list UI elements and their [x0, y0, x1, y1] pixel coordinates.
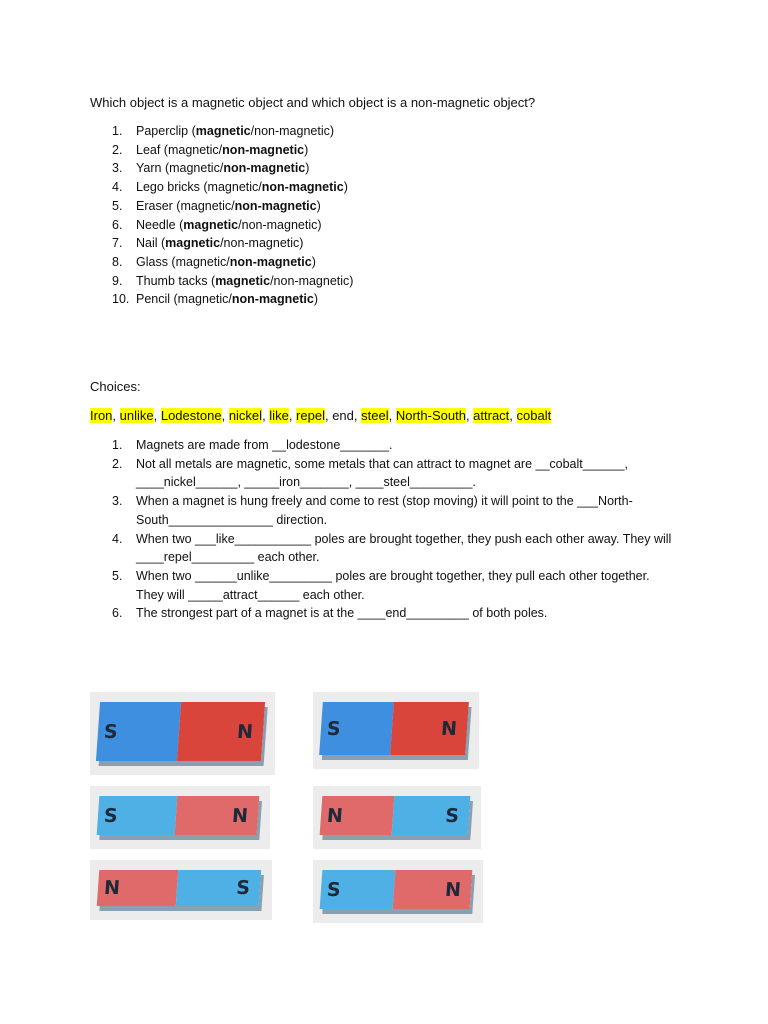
choices-label: Choices:: [90, 379, 141, 394]
item-text: /non-magnetic: [250, 124, 330, 138]
object-item: [112, 178, 353, 197]
choice-word: North-South: [395, 408, 466, 423]
choice-word: like: [269, 408, 289, 423]
item-line: ____repel_________ each other.: [136, 550, 320, 565]
magnet-pole: [96, 702, 181, 761]
item-line: South_______________ direction.: [136, 512, 328, 527]
item-text: magnetic: [215, 273, 271, 288]
choice-separator: ,: [465, 408, 474, 423]
item-text: ): [317, 217, 322, 232]
choice-separator: ,: [388, 408, 396, 423]
item-text: Yarn (magnetic/: [136, 161, 224, 176]
item-text: ): [343, 180, 348, 195]
item-number: 6.: [112, 217, 123, 232]
choice-word: Iron: [90, 408, 113, 423]
choice-word: attract: [473, 408, 510, 423]
object-item: [112, 290, 353, 309]
object-item: [112, 253, 353, 272]
item-number: 7.: [112, 236, 123, 251]
magnet-pole-label: S: [235, 877, 251, 899]
object-item: [112, 234, 353, 253]
magnet-image: [313, 860, 483, 923]
choice-separator: ,: [112, 408, 120, 423]
item-number: 10.: [112, 292, 130, 307]
magnet-image: [313, 786, 481, 849]
question-text: Which object is a magnetic object and which object is a non-magnetic object?: [90, 95, 536, 110]
magnet-pole-label: N: [444, 878, 462, 901]
magnet-pole-label: S: [103, 720, 119, 743]
item-text: non-magnetic: [223, 161, 306, 176]
magnet-pole-label: S: [103, 804, 119, 827]
item-line: When two ___like___________ poles are brought together, they push each other away. They will: [136, 531, 672, 546]
item-text: /non-magnetic: [238, 217, 318, 232]
item-text: Needle (: [136, 217, 184, 232]
fill-in-item: [112, 436, 692, 455]
item-text: non-magnetic: [234, 198, 317, 213]
choice-separator: ,: [509, 408, 517, 423]
magnet-pole-label: S: [326, 878, 342, 901]
item-line: ____nickel______, _____iron_______, ____steel_________.: [136, 475, 476, 490]
choice-word: repel: [296, 408, 325, 423]
object-item: [112, 216, 353, 235]
fill-in-item: [112, 530, 692, 567]
choice-word: steel: [361, 408, 389, 423]
choice-word: nickel: [228, 408, 263, 423]
item-text: Pencil (magnetic/: [136, 292, 232, 307]
choice-separator: ,: [221, 408, 229, 423]
magnet-image: [90, 692, 275, 775]
item-number: 4.: [112, 531, 123, 546]
item-line: When two ______unlike_________ poles are brought together, they pull each other together.: [136, 568, 650, 583]
magnet-pole-label: N: [231, 804, 249, 827]
item-number: 1.: [112, 438, 123, 452]
magnet-pole: [176, 702, 265, 761]
item-text: /non-magnetic: [220, 236, 300, 251]
item-line: Not all metals are magnetic, some metals that can attract to magnet are __cobalt______,: [136, 456, 628, 471]
item-text: non-magnetic: [229, 254, 312, 269]
fill-in-item: [112, 492, 692, 529]
magnet-pole-label: S: [326, 717, 342, 740]
fill-in-list: [112, 436, 692, 623]
magnet-image: [313, 692, 479, 769]
item-text: Eraser (magnetic/: [136, 198, 235, 213]
item-number: 9.: [112, 273, 123, 288]
magnet-image: [90, 786, 270, 849]
choice-word: unlike: [119, 408, 154, 423]
item-number: 2.: [112, 456, 123, 471]
item-text: ): [311, 254, 316, 269]
item-line: The strongest part of a magnet is at the ____end_________ of both poles.: [136, 606, 548, 621]
item-line: They will _____attract______ each other.: [136, 587, 365, 602]
magnet-pole-label: N: [103, 877, 121, 899]
item-number: 4.: [112, 180, 123, 195]
objects-list: [112, 122, 353, 309]
magnet-pole-label: S: [444, 804, 460, 827]
item-text: magnetic: [183, 217, 239, 232]
choice-word: Lodestone: [160, 408, 222, 423]
item-text: /non-magnetic: [270, 273, 350, 288]
object-item: [112, 272, 353, 291]
fill-in-item: [112, 604, 692, 623]
fill-in-item: [112, 455, 692, 492]
item-text: ): [349, 273, 354, 288]
magnet-pole-label: N: [440, 717, 458, 740]
object-item: [112, 141, 353, 160]
item-text: non-magnetic: [231, 292, 314, 307]
item-text: non-magnetic: [222, 142, 305, 157]
choice-word: end: [332, 408, 354, 423]
item-line: When a magnet is hung freely and come to rest (stop moving) it will point to the ___North-: [136, 494, 633, 509]
item-text: magnetic: [165, 236, 221, 251]
item-text: ): [313, 292, 318, 307]
item-text: Leaf (magnetic/: [136, 142, 223, 157]
item-text: ): [299, 236, 304, 251]
item-text: ): [305, 161, 310, 176]
item-line: Magnets are made from __lodestone_______.: [136, 438, 393, 452]
item-text: ): [316, 198, 321, 213]
item-text: non-magnetic: [261, 180, 344, 195]
item-text: magnetic: [195, 124, 251, 138]
object-item: [112, 122, 353, 141]
item-number: 1.: [112, 124, 123, 138]
choices-line: [90, 407, 551, 425]
item-text: ): [329, 124, 335, 138]
item-text: Glass (magnetic/: [136, 254, 230, 269]
choice-separator: ,: [353, 408, 362, 423]
choice-separator: ,: [324, 408, 333, 423]
item-text: Nail (: [136, 236, 166, 251]
item-number: 8.: [112, 254, 123, 269]
item-number: 2.: [112, 142, 123, 157]
item-text: Lego bricks (magnetic/: [136, 180, 262, 195]
item-number: 3.: [112, 494, 123, 509]
item-number: 3.: [112, 161, 123, 176]
choice-separator: ,: [153, 408, 161, 423]
magnet-pole-label: N: [236, 720, 254, 743]
item-text: Thumb tacks (: [136, 273, 216, 288]
magnet-pole-label: N: [326, 804, 344, 827]
item-text: Paperclip (: [136, 124, 196, 138]
object-item: [112, 159, 353, 178]
choice-separator: ,: [288, 408, 297, 423]
choice-word: cobalt: [516, 408, 552, 423]
object-item: [112, 197, 353, 216]
magnet-image: [90, 860, 272, 920]
fill-in-item: [112, 567, 692, 604]
item-text: ): [304, 142, 309, 157]
item-number: 5.: [112, 198, 123, 213]
item-number: 6.: [112, 606, 123, 621]
item-number: 5.: [112, 568, 123, 583]
choice-separator: ,: [262, 408, 270, 423]
